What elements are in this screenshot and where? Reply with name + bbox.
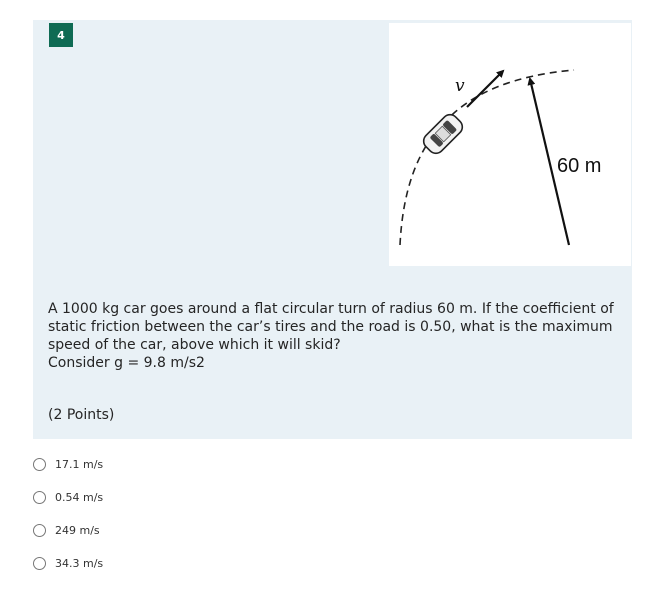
- question-points: (2 Points): [48, 407, 115, 423]
- answer-option[interactable]: [33, 521, 103, 540]
- answer-option-label: 0.54 m/s: [55, 491, 104, 504]
- question-figure: [389, 23, 631, 266]
- question-number-badge: 4: [49, 23, 73, 47]
- answer-option[interactable]: [33, 554, 103, 573]
- velocity-label: v: [455, 76, 465, 96]
- radio-button[interactable]: [33, 491, 46, 504]
- question-body: A 1000 kg car goes around a flat circular turn of radius 60 m. If the coefficient of static friction between the car’s tires and the road is 0.50, what is the maximum speed of the car, above which it will skid?: [48, 301, 614, 353]
- circular-turn-diagram: [389, 23, 631, 266]
- velocity-arrow: [467, 71, 503, 107]
- question-given: Consider g = 9.8 m/s2: [48, 355, 205, 371]
- radio-button[interactable]: [33, 524, 46, 537]
- question-card: [33, 20, 632, 439]
- question-text: [48, 300, 618, 372]
- radio-button[interactable]: [33, 458, 46, 471]
- radio-button[interactable]: [33, 557, 46, 570]
- answer-option[interactable]: [33, 488, 103, 507]
- car-icon: [420, 111, 465, 156]
- answer-option-label: 249 m/s: [55, 524, 100, 537]
- radius-label: 60 m: [557, 155, 602, 177]
- answer-option-label: 17.1 m/s: [55, 458, 104, 471]
- answer-option-label: 34.3 m/s: [55, 557, 104, 570]
- answer-options: [33, 455, 103, 587]
- answer-option[interactable]: [33, 455, 103, 474]
